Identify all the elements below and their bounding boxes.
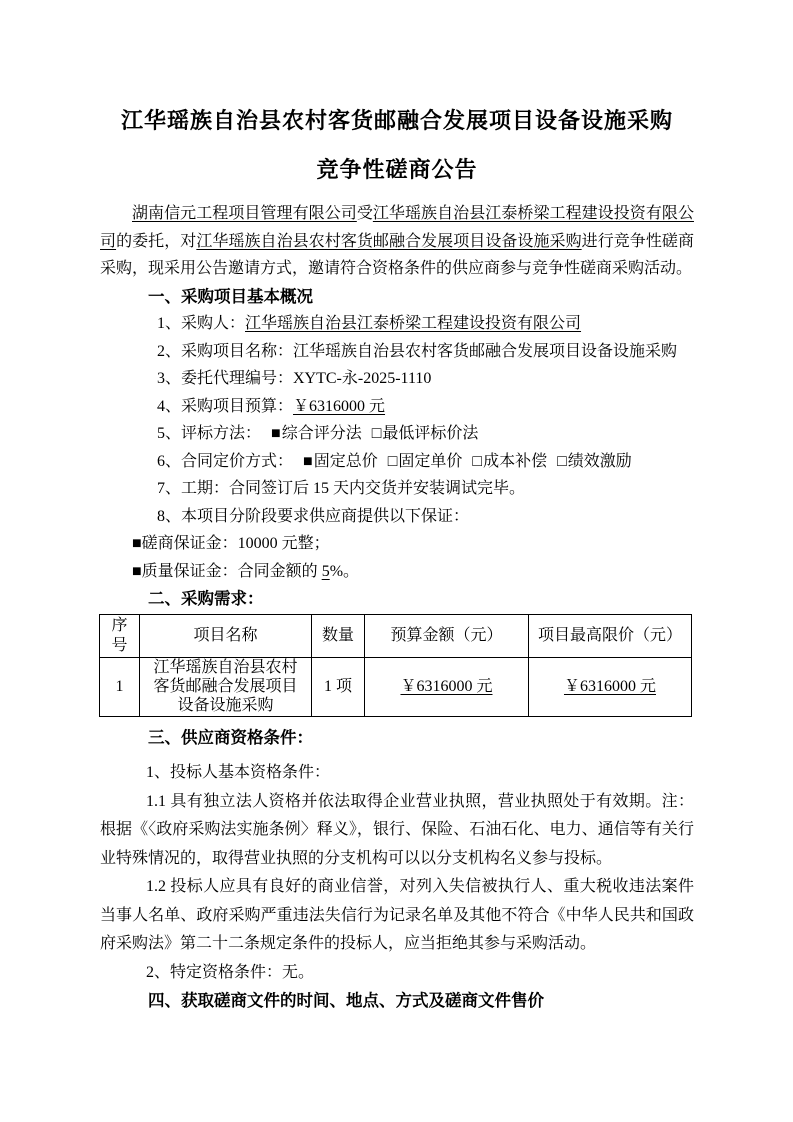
document-title-line2: 竞争性磋商公告 [316, 157, 478, 182]
basic-qualification-item: 1、投标人基本资格条件： [146, 764, 331, 781]
option-label: 固定总价 [313, 452, 378, 470]
guarantee-intro-item: 8、本项目分阶段要求供应商提供以下保证： [157, 507, 470, 525]
client-name: 江华瑶族自治县江泰桥梁工程建设投资有限公司 [100, 205, 694, 250]
evaluation-method-item [100, 420, 694, 448]
consultation-deposit-line [100, 530, 694, 558]
specific-qualification-item: 2、特定资格条件：无。 [146, 963, 315, 981]
column-header-max-price: 项目最高限价（元） [529, 614, 692, 657]
checkbox-checked-icon: ■ [271, 425, 281, 442]
cell-project-name: 江华瑶族自治县农村客货邮融合发展项目设备设施采购 [140, 657, 312, 716]
cell-quantity: 1 项 [312, 657, 365, 716]
option-lowest-price [372, 425, 479, 442]
agency-name: 湖南信元工程项目管理有限公司 [132, 205, 357, 222]
checkbox-unchecked-icon: □ [371, 425, 382, 442]
section4-heading: 四、获取磋商文件的时间、地点、方式及磋商文件售价 [148, 991, 544, 1010]
column-header-project-name: 项目名称 [140, 614, 312, 657]
section2-heading: 二、采购需求： [148, 589, 264, 608]
section3-heading: 三、供应商资格条件： [148, 727, 313, 747]
square-bullet-icon: ■ [132, 535, 142, 552]
consultation-deposit-text: 磋商保证金：10000 元整； [141, 535, 330, 552]
table-header-row [100, 614, 692, 657]
option-performance-incentive [557, 453, 632, 470]
option-label: 固定单价 [398, 452, 463, 470]
option-label: 最低评标价法 [382, 425, 479, 442]
budget-value: ￥6316000 元 [293, 397, 386, 415]
project-name-item: 2、采购项目名称：江华瑶族自治县农村客货邮融合发展项目设备设施采购 [157, 342, 678, 360]
cell-seq: 1 [100, 657, 140, 716]
quality-deposit-suffix: %。 [329, 562, 360, 580]
column-header-budget: 预算金额（元） [365, 614, 529, 657]
qualification-clause-1-1: 1.1 具有独立法人资格并依法取得企业营业执照，营业执照处于有效期。注：根据《〈政府采购法实施条例〉释义》，银行、保险、石油石化、电力、通信等有关行业特殊情况的，取得营业执照的分支机构可以以分支机构名义参与投标。 [100, 792, 694, 867]
option-comprehensive-scoring [271, 425, 362, 442]
quality-deposit-percent: 5 [321, 562, 330, 580]
purchaser-label: 1、采购人： [157, 315, 246, 332]
max-price-amount: ￥6316000 元 [563, 678, 656, 695]
option-fixed-total-price [303, 453, 378, 470]
table-row [100, 657, 692, 716]
option-cost-compensation [472, 453, 547, 470]
checkbox-unchecked-icon: □ [472, 452, 483, 470]
column-header-seq: 序号 [100, 614, 140, 657]
section1-heading: 一、采购项目基本概况 [148, 286, 313, 306]
option-label: 综合评分法 [281, 425, 362, 442]
schedule-item: 7、工期：合同签订后 15 天内交货并安装调试完毕。 [157, 480, 526, 497]
intro-text-3: 进行竞争性磋商采购，现采用公告邀请方式，邀请符合资格条件的供应商参与竞争性磋商采购活动。 [100, 232, 694, 277]
quality-deposit-line [100, 558, 694, 586]
option-fixed-unit-price [388, 453, 463, 470]
cell-budget [365, 657, 529, 716]
cell-max-price [529, 657, 692, 716]
purchaser-value: 江华瑶族自治县江泰桥梁工程建设投资有限公司 [245, 315, 582, 332]
intro-text-2: 的委托，对 [116, 232, 197, 250]
intro-paragraph [100, 200, 694, 283]
project-name: 江华瑶族自治县农村客货邮融合发展项目设备设施采购 [196, 232, 582, 250]
evaluation-method-label: 5、评标方法： [157, 425, 262, 442]
quality-deposit-text: 质量保证金：合同金额的 [141, 562, 322, 580]
pricing-method-label: 6、合同定价方式： [157, 452, 294, 470]
column-header-quantity: 数量 [312, 614, 365, 657]
budget-amount: ￥6316000 元 [400, 678, 493, 695]
intro-text-1: 受 [356, 205, 373, 222]
checkbox-unchecked-icon: □ [557, 452, 567, 470]
option-label: 绩效激励 [567, 452, 632, 470]
square-bullet-icon: ■ [132, 562, 142, 580]
document-title-line1: 江华瑶族自治县农村客货邮融合发展项目设备设施采购 [120, 108, 673, 133]
checkbox-unchecked-icon: □ [387, 452, 398, 470]
purchaser-item [100, 310, 694, 338]
procurement-requirements-table [99, 614, 692, 717]
option-label: 成本补偿 [483, 452, 548, 470]
agency-code-item: 3、委托代理编号：XYTC-永-2025-1110 [157, 370, 432, 387]
checkbox-checked-icon: ■ [303, 452, 313, 470]
budget-label: 4、采购项目预算： [157, 397, 294, 415]
pricing-method-item [100, 448, 694, 476]
qualification-clause-1-2: 1.2 投标人应具有良好的商业信誉，对列入失信被执行人、重大税收违法案件当事人名单、政府采购严重违法失信行为记录名单及其他不符合《中华人民共和国政府采购法》第二十二条规定条件的投标人，应当拒绝其参与采购活动。 [100, 878, 694, 952]
budget-item [100, 393, 694, 421]
